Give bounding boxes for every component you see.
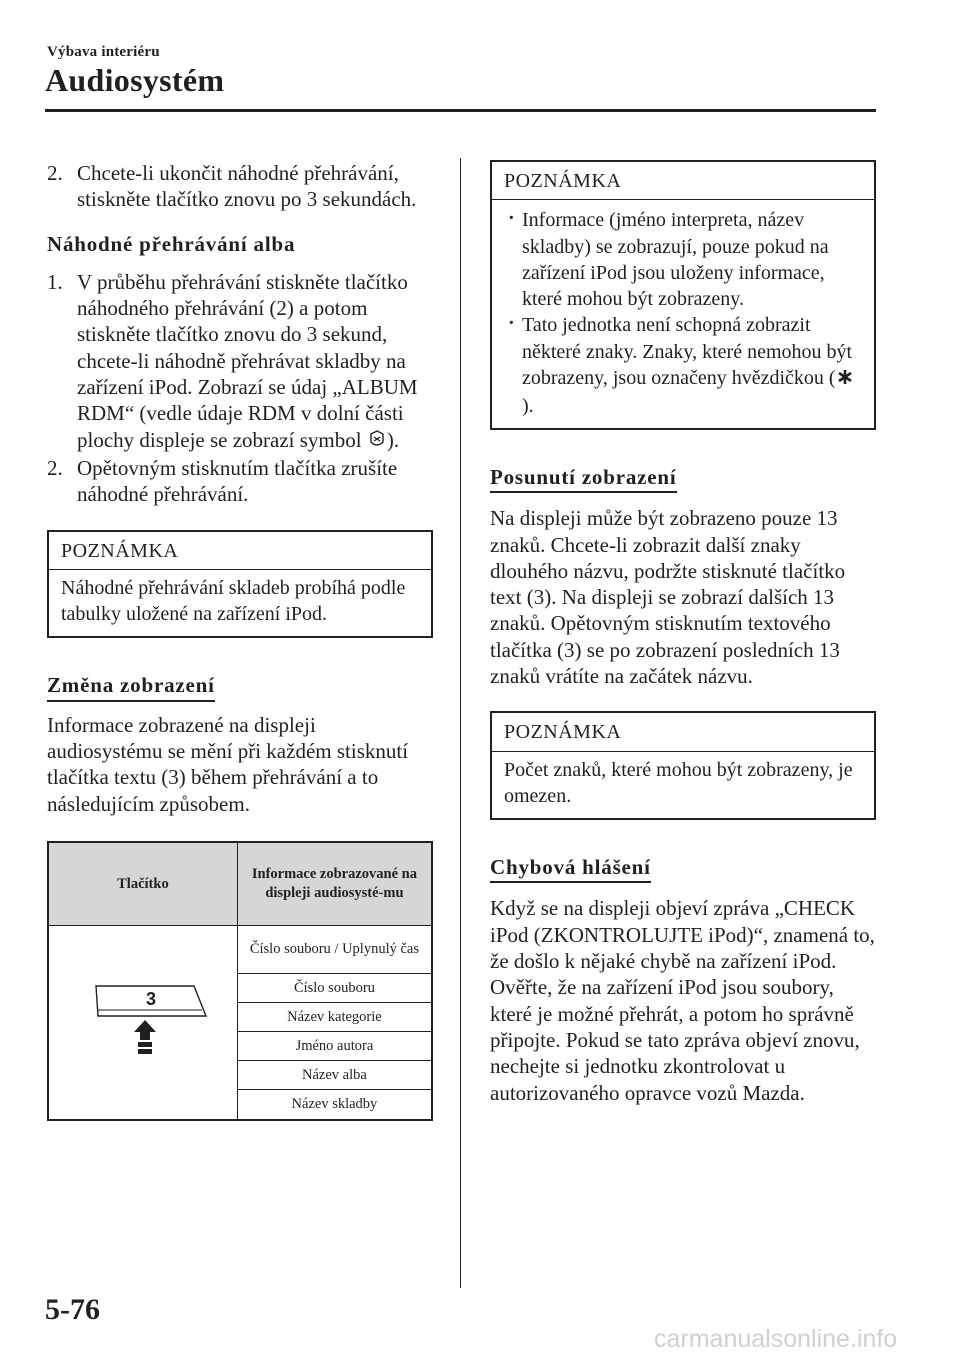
error-heading: Chybová hlášení: [490, 854, 651, 883]
album-random-heading: Náhodné přehrávání alba: [47, 231, 296, 256]
note-box: [490, 711, 876, 820]
right-column: [490, 160, 876, 1106]
step-text-end: ).: [386, 427, 400, 452]
scroll-heading: Posunutí zobrazení: [490, 464, 677, 493]
header-rule: [45, 109, 876, 112]
watermark: carmanualsonline.info: [654, 1325, 898, 1353]
note-bullet: [504, 312, 862, 418]
note-box: [490, 160, 876, 430]
step-text: Opětovným stisknutím tlačítka zrušíte náhodné přehrávání.: [77, 456, 398, 507]
table-cell: Číslo souboru: [237, 974, 432, 1003]
section-label: Výbava interiéru: [47, 44, 160, 60]
table-cell: Název skladby: [237, 1090, 432, 1120]
table-cell: Číslo souboru / Uplynulý čas: [237, 926, 432, 974]
note-bullet: · Informace (jméno interpreta, název skladby) se zobrazují, pouze pokud na zařízení iPod jsou uloženy informace, které mohou být zobrazeny.: [504, 207, 862, 312]
step-item: [47, 269, 433, 455]
column-divider: [460, 158, 461, 1288]
display-table: [47, 841, 433, 1121]
left-column: [47, 160, 433, 1121]
note-body: [492, 200, 874, 428]
table-cell: Název alba: [237, 1061, 432, 1090]
display-change-text: Informace zobrazené na displeji audiosystému se mění při každém stisknutí tlačítka textu (3) během přehrávání a to následujícím způsobem.: [47, 712, 409, 816]
button-number: 3: [145, 988, 156, 1009]
asterisk-icon: [837, 366, 853, 392]
note-bullet-text: Tato jednotka není schopná zobrazit některé znaky. Znaky, které nemohou být zobrazeny, jsou označeny hvězdičkou (: [522, 314, 853, 390]
table-header-info: Informace zobrazované na displeji audiosysté-mu: [237, 842, 432, 926]
note-text: Náhodné přehrávání skladeb probíhá podle tabulky uložené na zařízení iPod.: [49, 570, 431, 637]
display-change-heading: Změna zobrazení: [47, 672, 215, 701]
page-number: 5-76: [45, 1293, 100, 1326]
step-text: Chcete-li ukončit náhodné přehrávání, stiskněte tlačítko znovu po 3 sekundách.: [77, 161, 417, 212]
note-bullet-end: ).: [522, 394, 534, 417]
error-text: Když se na displeji objeví zpráva „CHECK iPod (ZKONTROLUJTE iPod)“, znamená to, že došlo k nějaké chybě na zařízení iPod. Ověřte, že na zařízení iPod jsou soubory, které je možné přehrát, a potom ho správně připojte. Pokud se tato zpráva objeví znovu, nechejte si jednotku zkontrolovat u autorizovaného opravce vozů Mazda.: [490, 896, 875, 1105]
step-item: [47, 455, 433, 508]
text-button-cell: [48, 926, 237, 1120]
step-text: V průběhu přehrávání stiskněte tlačítko náhodného přehrávání (2) a potom stiskněte tlačítko znovu do 3 sekund, chcete-li náhodně přehrávat skladby na zařízení iPod. Zobrazí se údaj „ALBUM RDM“ (vedle údaje RDM v dolní části plochy displeje se zobrazí symbol: [77, 269, 418, 452]
note-title: POZNÁMKA: [492, 162, 874, 200]
table-cell: Jméno autora: [237, 1032, 432, 1061]
step-number: 1.: [47, 269, 63, 294]
step-number: 2.: [47, 161, 63, 185]
note-text: Počet znaků, které mohou být zobrazeny, je omezen.: [492, 752, 874, 819]
note-title: POZNÁMKA: [492, 713, 874, 751]
scroll-text: Na displeji může být zobrazeno pouze 13 znaků. Chcete-li zobrazit další znaky dlouhého názvu, podržte stisknuté tlačítko text (3). Na displeji se zobrazí dalších 13 znaků. Opětovným stisknutím textového tlačítka (3) se po zobrazení posledních 13 znaků vrátíte na začátek názvu.: [490, 506, 846, 688]
page-title: Audiosystém: [45, 62, 225, 98]
random-symbol-icon: [368, 429, 386, 455]
step-item: [47, 160, 433, 213]
table-header-button: Tlačítko: [48, 842, 237, 926]
note-box: [47, 530, 433, 639]
step-number: 2.: [47, 456, 63, 480]
table-cell: Název kategorie: [237, 1003, 432, 1032]
text-button-icon: [78, 980, 208, 1060]
note-title: POZNÁMKA: [49, 532, 431, 570]
